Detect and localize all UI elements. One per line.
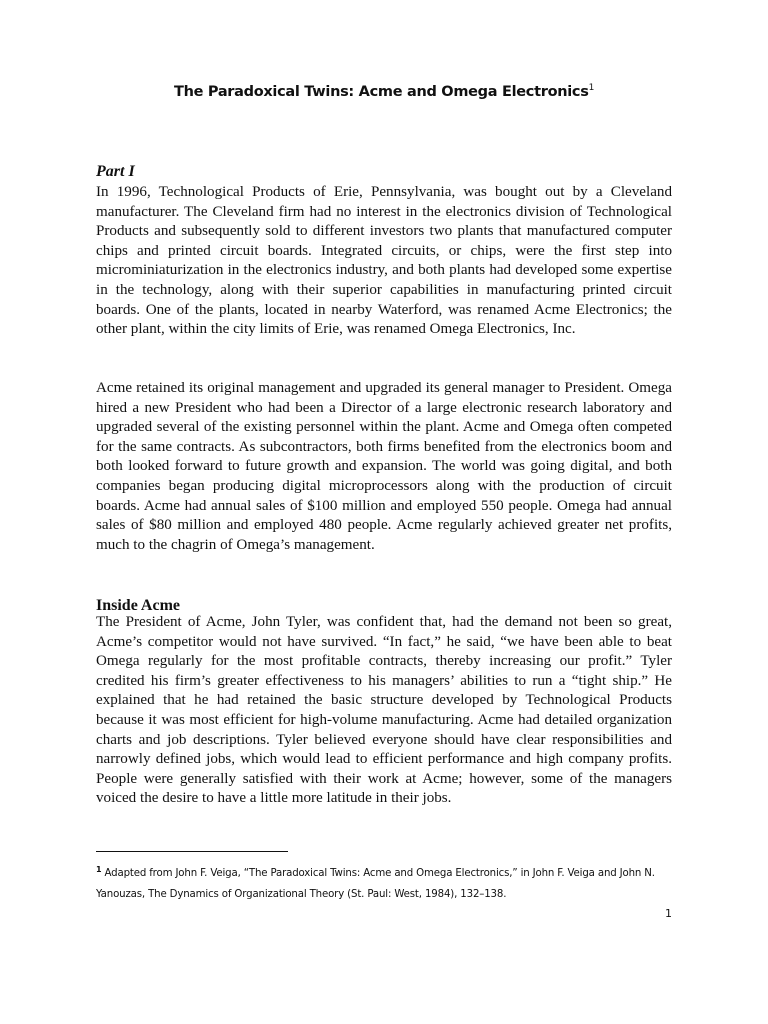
- footnote-divider: [96, 851, 288, 852]
- paragraph-2: Acme retained its original management and upgraded its general manager to President. Omega hired a new President who had been a Director of a large electronic research laboratory and upgraded several of the existing personnel within the plant. Acme and Omega often competed for the same contracts. As subcontractors, both firms benefited from the electronics boom and both looked forward to future growth and expansion. The world was going digital, and both companies began producing digital microprocessors along with the production of circuit boards. Acme had annual sales of $100 million and employed 550 people. Omega had annual sales of $80 million and employed 480 people. Acme regularly achieved greater net profits, much to the chagrin of Omega’s management.: [96, 380, 672, 553]
- page-number: 1: [665, 907, 672, 920]
- footnote-text: Adapted from John F. Veiga, “The Paradoxical Twins: Acme and Omega Electronics,” in John F. Veiga and John N. Yanouzas, The Dynamics of Organizational Theory (St. Paul: West, 1984), 132–138.: [96, 868, 655, 900]
- section-heading-inside-acme: Inside Acme: [96, 597, 180, 614]
- document-page: [96, 0, 672, 1024]
- title-footnote-marker: 1: [588, 83, 594, 93]
- part-heading: Part I: [96, 163, 135, 180]
- paragraph-1: In 1996, Technological Products of Erie, Pennsylvania, was bought out by a Cleveland manufacturer. The Cleveland firm had no interest in the electronics division of Technological Products and subsequently sold to different investors two plants that manufactured computer chips and printed circuit boards. Integrated circuits, or chips, were the first step into microminiaturization in the electronics industry, and both plants had developed some expertise in the technology, along with their superior capabilities in manufacturing printed circuit boards. One of the plants, located in nearby Waterford, was renamed Acme Electronics; the other plant, within the city limits of Erie, was renamed Omega Electronics, Inc.: [96, 184, 672, 338]
- footnote: [96, 859, 672, 905]
- document-title: [96, 83, 672, 100]
- title-text: The Paradoxical Twins: Acme and Omega Electronics: [173, 84, 589, 100]
- paragraph-3: The President of Acme, John Tyler, was confident that, had the demand not been so great, Acme’s competitor would not have survived. “In fact,” he said, “we have been able to beat Omega regularly for the most profitable contracts, thereby increasing our profit.” Tyler credited his firm’s greater effectiveness to his managers’ abilities to run a “tight ship.” He explained that he had retained the basic structure developed by Technological Products because it was most efficient for high-volume manufacturing. Acme had detailed organization charts and job descriptions. Tyler believed everyone should have clear responsibilities and narrowly defined jobs, which would lead to efficient performance and high company profits. People were generally satisfied with their work at Acme; however, some of the managers voiced the desire to have a little more latitude in their jobs.: [96, 614, 672, 807]
- footnote-marker: 1: [96, 865, 102, 874]
